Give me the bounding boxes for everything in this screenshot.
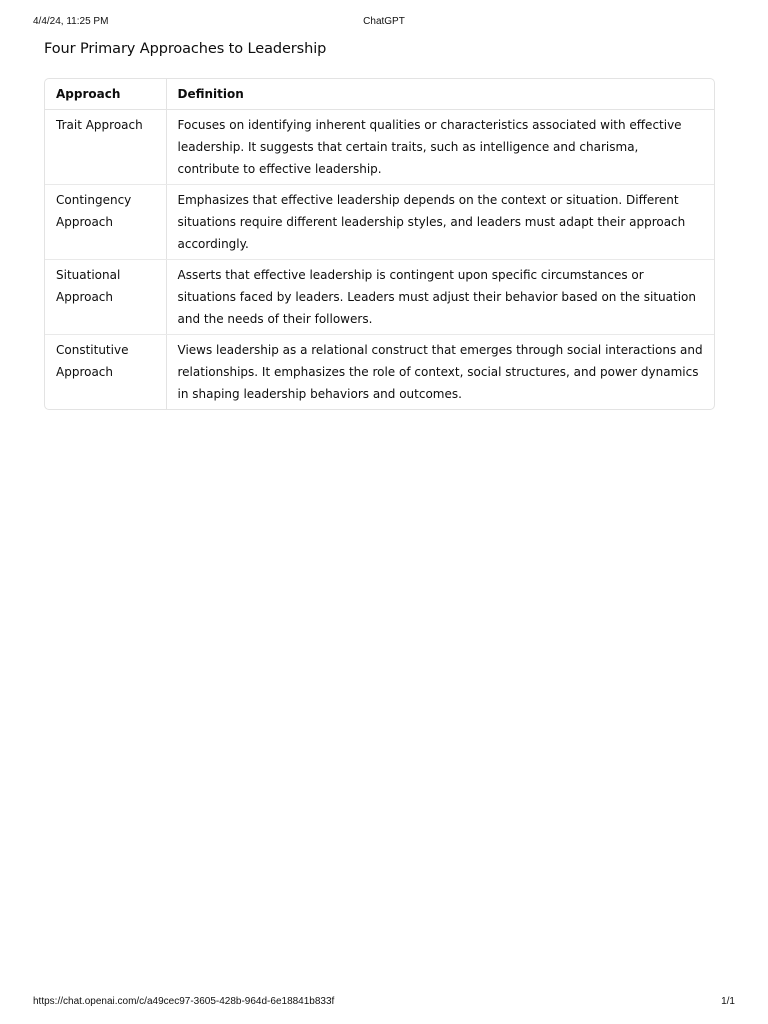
table-row xyxy=(45,335,714,410)
approach-cell: Trait Approach xyxy=(45,110,166,185)
approach-cell: Contingency Approach xyxy=(45,185,166,260)
approaches-table-container xyxy=(44,78,715,410)
approach-cell: Situational Approach xyxy=(45,260,166,335)
page-number: 1/1 xyxy=(721,996,735,1007)
print-datetime: 4/4/24, 11:25 PM xyxy=(33,16,109,27)
definition-cell: Asserts that effective leadership is contingent upon specific circumstances or situations faced by leaders. Leaders must adjust their behavior based on the situation and the needs of their followers. xyxy=(166,260,714,335)
print-header xyxy=(33,16,735,30)
definition-cell: Emphasizes that effective leadership depends on the context or situation. Different situations require different leadership styles, and leaders must adapt their approach accordingly. xyxy=(166,185,714,260)
page-url-link[interactable]: https://chat.openai.com/c/a49cec97-3605-428b-964d-6e18841b833f xyxy=(33,996,335,1007)
definition-cell: Views leadership as a relational construct that emerges through social interactions and relationships. It emphasizes the role of context, social structures, and power dynamics in shaping leadership behaviors and outcomes. xyxy=(166,335,714,410)
definition-cell: Focuses on identifying inherent qualities or characteristics associated with effective leadership. It suggests that certain traits, such as intelligence and charisma, contribute to effective leadership. xyxy=(166,110,714,185)
table-row xyxy=(45,185,714,260)
table-header-row xyxy=(45,79,714,110)
table-row xyxy=(45,110,714,185)
table-row xyxy=(45,260,714,335)
column-header-approach: Approach xyxy=(45,79,166,110)
document-title: Four Primary Approaches to Leadership xyxy=(44,41,327,57)
column-header-definition: Definition xyxy=(166,79,714,110)
approach-cell: Constitutive Approach xyxy=(56,343,129,379)
print-footer xyxy=(33,996,735,1010)
approaches-table xyxy=(45,79,714,409)
print-page-title: ChatGPT xyxy=(363,16,405,27)
